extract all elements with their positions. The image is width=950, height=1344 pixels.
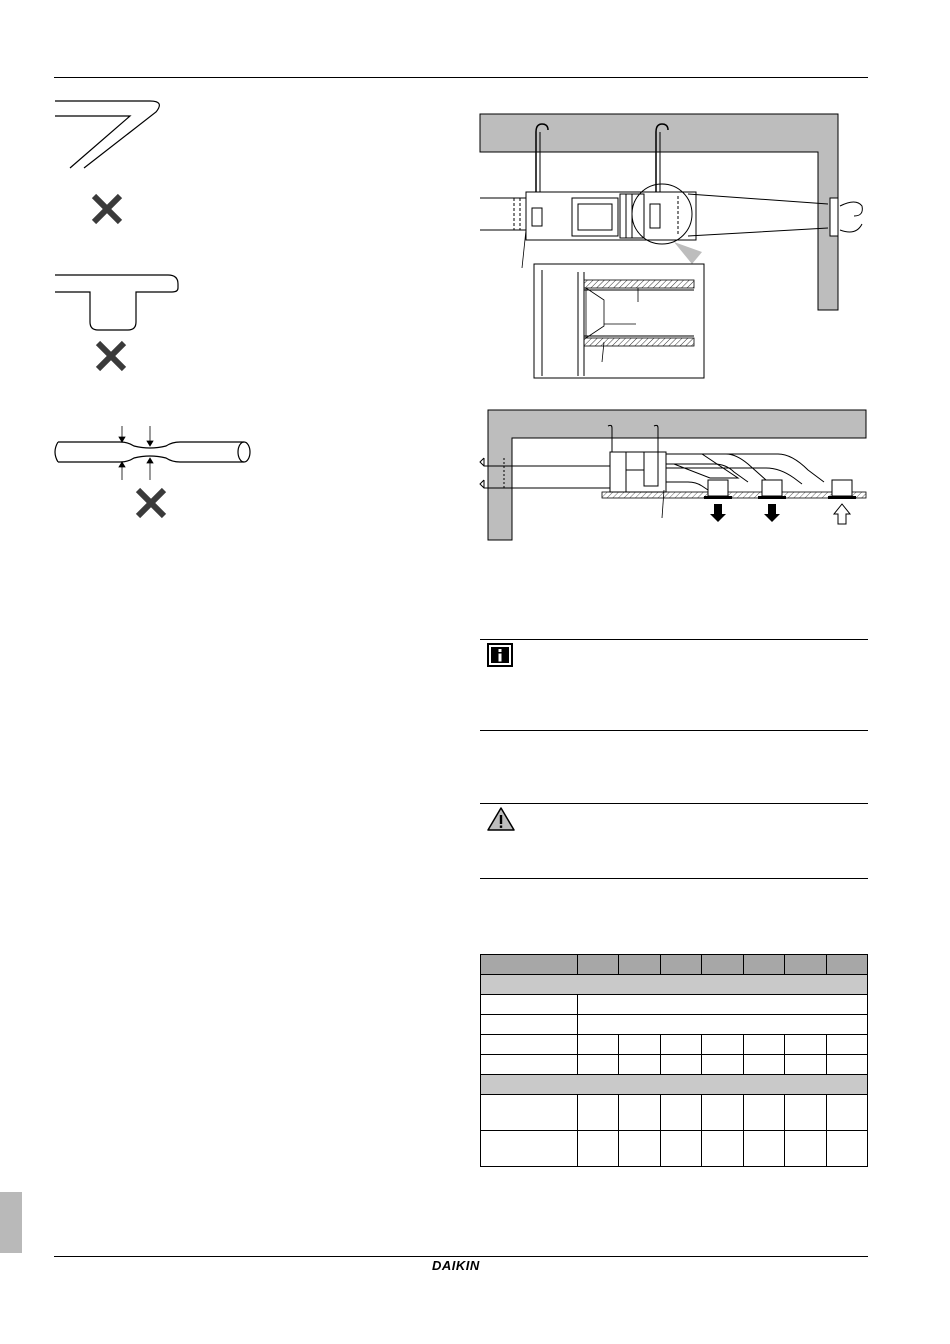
- supply-arrow-icon: [710, 504, 726, 522]
- table-group-row: [481, 975, 868, 995]
- figure-duct-installation: [478, 112, 878, 380]
- chapter-side-tab: [0, 1192, 22, 1253]
- table-row: [481, 995, 868, 1015]
- figure-duct-crushed-wrong: [50, 420, 260, 520]
- cross-icon: [138, 490, 164, 516]
- specification-table: [480, 954, 868, 1167]
- cross-icon: [98, 343, 124, 369]
- figure-duct-bend-wrong: [50, 98, 170, 228]
- warning-icon: [486, 806, 516, 832]
- caution-top-rule: [480, 803, 868, 804]
- table-header-row: [481, 955, 868, 975]
- figure-ceiling-installation: [476, 408, 876, 548]
- table-row: [481, 1035, 868, 1055]
- table-row: [481, 1131, 868, 1167]
- table-row: [481, 1055, 868, 1075]
- cross-icon: [94, 196, 120, 222]
- return-arrow-icon: [834, 504, 850, 524]
- info-icon: [487, 643, 513, 667]
- daikin-logo: DAIKIN: [432, 1258, 480, 1273]
- caution-bottom-rule: [480, 878, 868, 879]
- table-row: [481, 1095, 868, 1131]
- header-rule: [54, 77, 868, 78]
- table-row: [481, 1015, 868, 1035]
- info-top-rule: [480, 639, 868, 640]
- info-bottom-rule: [480, 730, 868, 731]
- figure-duct-trap-wrong: [50, 270, 190, 380]
- table-group-row: [481, 1075, 868, 1095]
- supply-arrow-icon: [764, 504, 780, 522]
- footer-rule: [54, 1256, 868, 1257]
